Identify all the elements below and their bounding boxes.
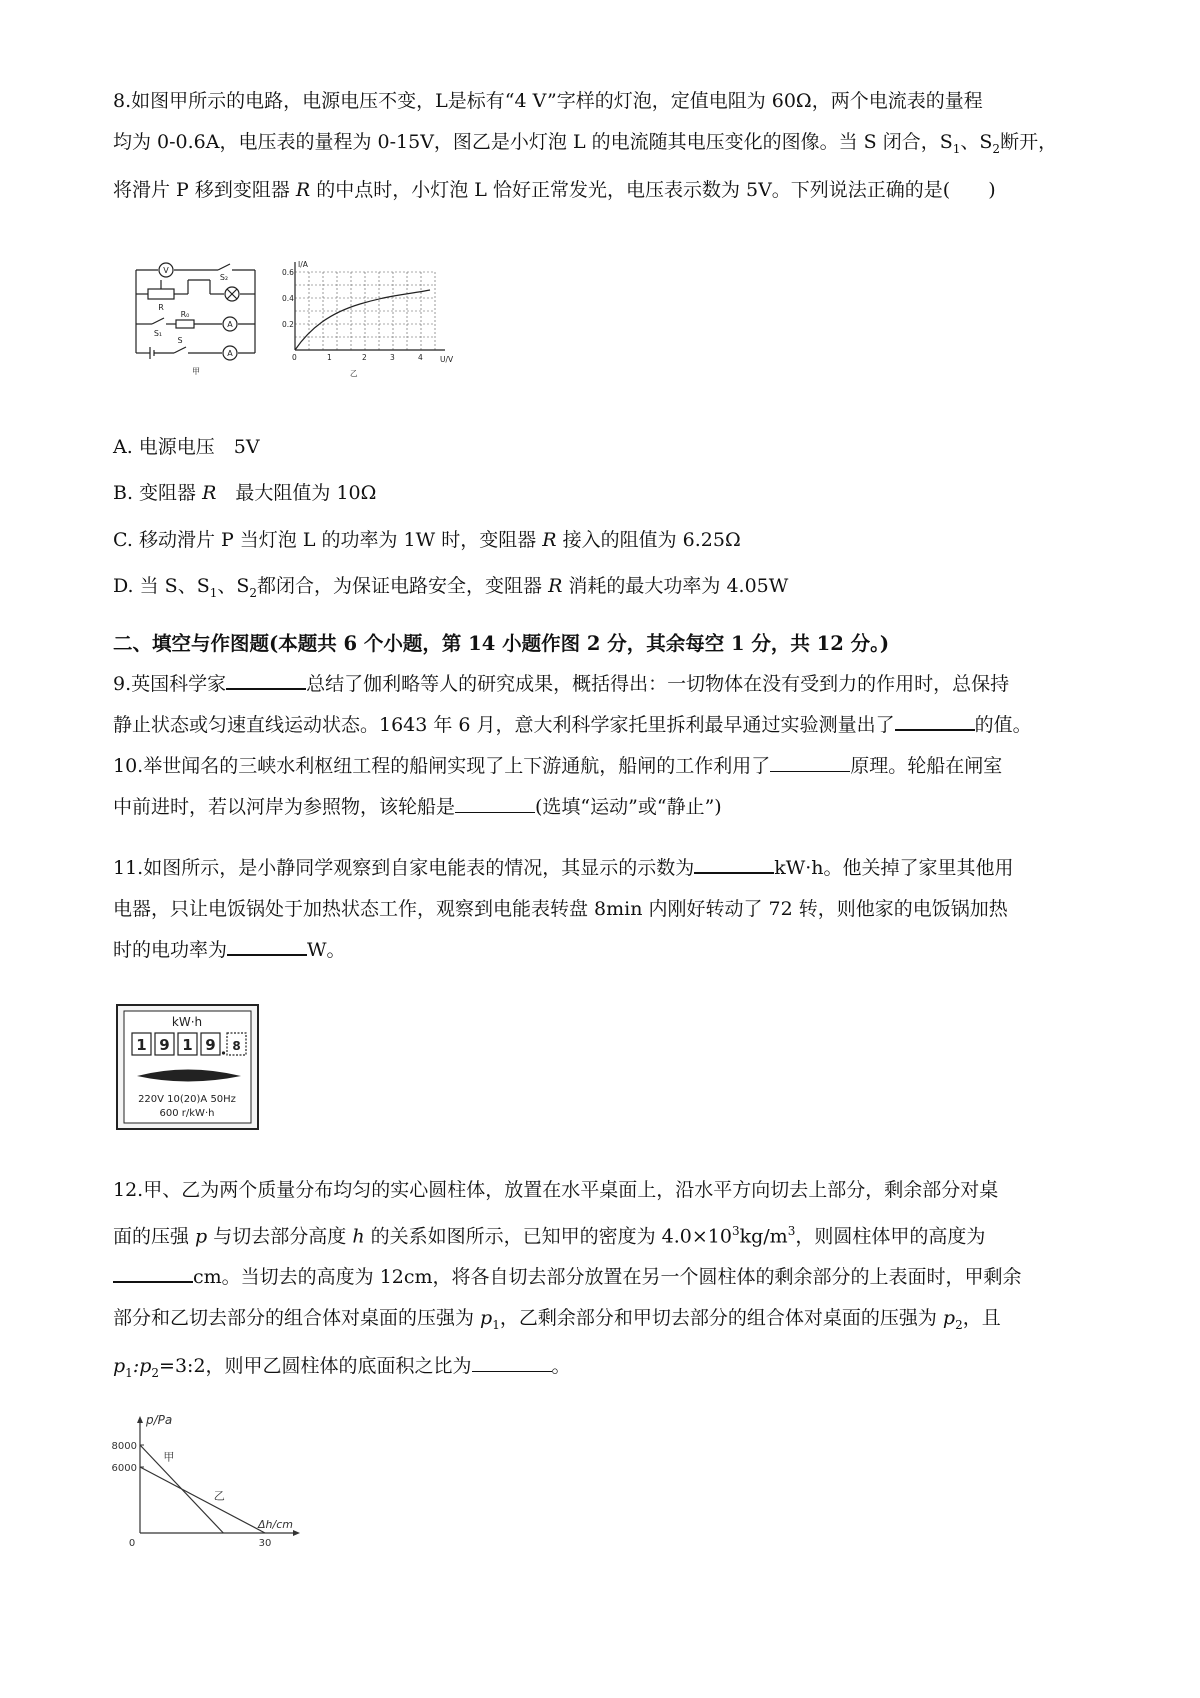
q11-line-1 [113,848,1103,889]
voltmeter-label: V [163,266,169,275]
q11-line-2: 电器，只让电饭锅处于加热状态工作，观察到电能表转盘 8min 内刚好转动了 72 转，则他家的电饭锅加热 [113,898,1008,920]
q12-text-2a: 面的压强 [113,1225,196,1248]
question-9 [113,664,1103,746]
meter-digit: 9 [205,1036,216,1054]
q12-text-2e: ，则圆柱体甲的高度为 [795,1225,986,1248]
x-tick-label: 0 [128,1538,136,1549]
meter-spec-label: 220V 10(20)A 50Hz [138,1094,236,1105]
q9-text-2b: 的值。 [974,714,1032,736]
q12-text-5e: =3:2，则甲乙圆柱体的底面积之比为 [159,1355,472,1378]
energy-meter-figure [115,1003,260,1131]
option-c-var-r: R [542,529,557,551]
resistor-r0-label: R₀ [180,310,190,319]
y-axis-arrow [137,1416,143,1423]
q11-text-3a: 时的电功率为 [113,939,228,961]
q9-text-2a: 静止状态或匀速直线运动状态。1643 年 6 月，意大利科学家托里拆利最早通过实验测量出了 [113,714,895,736]
option-c [113,525,741,555]
q12-text-2d: kg/m [739,1225,788,1248]
q10-blank-1[interactable] [770,753,850,772]
option-d-sub-2: 2 [249,585,258,600]
q8-line-3a: 将滑片 P 移到变阻器 [113,178,296,201]
option-d-text-3: 都闭合，为保证电路安全，变阻器 [257,575,549,597]
q12-ratio-p2: :p [132,1355,152,1378]
x-tick-label: 3 [390,353,395,362]
option-c-text-1: C. 移动滑片 P 当灯泡 L 的功率为 1W 时，变阻器 [113,529,543,551]
q12-sub-p2: 2 [955,1318,963,1333]
q12-line-5 [113,1346,1103,1394]
option-d-text-1: D. 当 S、S [113,575,210,597]
q12-var-p: p [195,1225,208,1248]
q10-text-2b: (选填“运动”或“静止”) [535,796,722,818]
option-a-text: A. 电源电压 5V [113,436,260,458]
section-2-heading: 二、填空与作图题(本题共 6 个小题，第 14 小题作图 2 分，其余每空 1 分，共 12 分。) [113,632,890,655]
q12-text-5f: 。 [551,1355,571,1378]
q9-line-1 [113,664,1103,705]
question-12 [113,1170,1103,1394]
option-b-var-r: R [202,482,217,504]
pressure-chart [110,1408,310,1549]
q10-text-2a: 中前进时，若以河岸为参照物，该轮船是 [113,796,456,818]
q12-ratio-sub-2: 2 [151,1365,160,1380]
circuit-diagram-figure [130,258,270,378]
q10-text-1b: 原理。轮船在闸室 [850,755,1003,777]
option-d [113,571,788,608]
q12-ratio-sub-1: 1 [125,1365,133,1380]
meter-unit-label: kW·h [171,1015,203,1029]
option-b [113,478,376,508]
y-tick-label: 8000 [111,1441,137,1452]
q12-ratio-p: p [113,1355,126,1378]
q8-line-2b: 、S [960,131,993,153]
q12-line-1: 12.甲、乙为两个质量分布均匀的实心圆柱体，放置在水平桌面上，沿水平方向切去上部分，剩余部分对桌 [113,1179,999,1201]
q12-var-p1: p [480,1307,493,1330]
option-d-text-4: 消耗的最大功率为 4.05W [562,575,789,597]
q12-var-h: h [352,1225,365,1248]
series-label-0: 甲 [163,1450,175,1464]
q11-blank-1[interactable] [694,854,774,874]
rheostat-symbol [148,289,174,299]
q11-text-3b: W。 [307,939,346,961]
q8-line-2c: 断开， [1000,131,1058,153]
meter-digit: 1 [182,1036,193,1054]
option-b-text-1: B. 变阻器 [113,482,203,504]
q12-var-p2: p [942,1307,956,1330]
q12-line-3 [113,1257,1103,1298]
q12-line-2 [113,1211,1103,1257]
meter-digit: 9 [159,1036,170,1054]
switch-s-symbol [174,347,186,353]
circuit-caption: 甲 [192,367,200,376]
question-8 [113,81,1103,211]
q8-line-3b: 的中点时，小灯泡 L 恰好正常发光，电压表示数为 5V。下列说法正确的是( ) [310,178,996,201]
rheostat-label: R [158,303,164,312]
q12-sub-p1: 1 [492,1318,500,1333]
meter-digit: 1 [136,1036,147,1054]
iu-curve [295,290,430,350]
q8-line-2a: 均为 0-0.6A，电压表的量程为 0-15V，图乙是小灯泡 L 的电流随其电压变化的图像。当 S 闭合，S [113,131,953,153]
y-tick-label: 6000 [111,1463,137,1474]
q9-text-1b: 总结了伽利略等人的研究成果，概括得出：一切物体在没有受到力的作用时，总保持 [306,673,1010,695]
q10-text-1a: 10.举世闻名的三峡水利枢纽工程的船闸实现了上下游通航，船闸的工作利用了 [113,755,771,777]
q12-text-4a: 部分和乙切去部分的组合体对桌面的压强为 [113,1307,481,1330]
x-tick-label: 1 [327,353,332,362]
q11-text-1b: kW·h。他关掉了家里其他用 [774,857,1014,879]
switch-s2-label: S₂ [219,273,229,282]
q12-blank-2[interactable] [472,1353,552,1372]
q10-line-2 [113,787,1103,828]
x-tick-label: 0 [292,353,297,362]
switch-s1-symbol [152,318,164,324]
q8-line-2 [113,122,1103,170]
q9-blank-1[interactable] [226,670,306,690]
switch-s-label: S [177,336,183,345]
x-tick-label: 30 [258,1538,272,1549]
q8-sub-2: 2 [992,141,1001,156]
y-tick-label: 0.4 [282,294,294,303]
q9-blank-2[interactable] [895,711,975,731]
q11-line-3 [113,930,1103,971]
q11-text-1a: 11.如图所示，是小静同学观察到自家电能表的情况，其显示的示数为 [113,857,695,879]
y-tick-label: 0.6 [282,268,294,277]
ammeter-2-label: A [227,349,233,358]
meter-decimal-point [222,1051,225,1054]
q11-blank-2[interactable] [227,936,307,956]
pressure-chart-ylabel: p/Pa [146,1413,173,1427]
option-d-var-r: R [548,575,563,597]
q12-text-3b: cm。当切去的高度为 12cm，将各自切去部分放置在另一个圆柱体的剩余部分的上表面时，甲剩余 [193,1266,1022,1289]
meter-rev-label: 600 r/kW·h [159,1108,215,1119]
switch-s2-symbol [218,264,230,270]
q10-line-1 [113,746,1103,787]
q12-text-4b: ，乙剩余部分和甲切去部分的组合体对桌面的压强为 [499,1307,943,1330]
switch-s1-label: S₁ [153,329,163,338]
graph-x-axis-label: U/V [440,355,454,364]
question-10 [113,746,1103,828]
q12-sup-3b: 3 [787,1224,796,1238]
option-d-sub-1: 1 [209,585,218,600]
q9-line-2 [113,705,1103,746]
q12-text-2b: 与切去部分高度 [207,1225,353,1248]
ammeter-1-label: A [227,320,233,329]
q10-blank-2[interactable] [455,794,535,813]
pressure-chart-xlabel: Δh/cm [258,1518,293,1531]
option-a [113,432,260,462]
resistor-r0-symbol [176,320,194,328]
x-tick-label: 4 [418,353,423,362]
q12-text-2c: 的关系如图所示，已知甲的密度为 4.0×10 [364,1225,732,1248]
series-line-1 [140,1467,265,1533]
q9-text-1a: 9.英国科学家 [113,673,227,695]
x-tick-label: 2 [362,353,367,362]
q8-line-1: 8.如图甲所示的电路，电源电压不变，L是标有“4 V”字样的灯泡，定值电阻为 60Ω，两个电流表的量程 [113,90,983,112]
x-axis-arrow [293,1530,300,1536]
option-c-text-2: 接入的阻值为 6.25Ω [556,529,741,551]
q8-sub-1: 1 [952,141,961,156]
question-11 [113,848,1103,971]
meter-digit-decimal: 8 [232,1039,241,1053]
iu-graph-figure [280,258,470,388]
q8-var-r: R [295,178,311,201]
graph-caption: 乙 [350,369,358,378]
option-d-text-2: 、S [217,575,250,597]
q12-blank-1[interactable] [113,1263,193,1283]
q12-sup-3a: 3 [731,1224,740,1238]
q12-text-4c: ，且 [962,1307,1001,1330]
q12-line-4 [113,1298,1103,1346]
q8-line-3 [113,170,1103,211]
graph-y-axis-label: I/A [298,260,308,269]
option-b-text-2: 最大阻值为 10Ω [216,482,377,504]
series-label-1: 乙 [213,1489,225,1503]
y-tick-label: 0.2 [282,320,294,329]
